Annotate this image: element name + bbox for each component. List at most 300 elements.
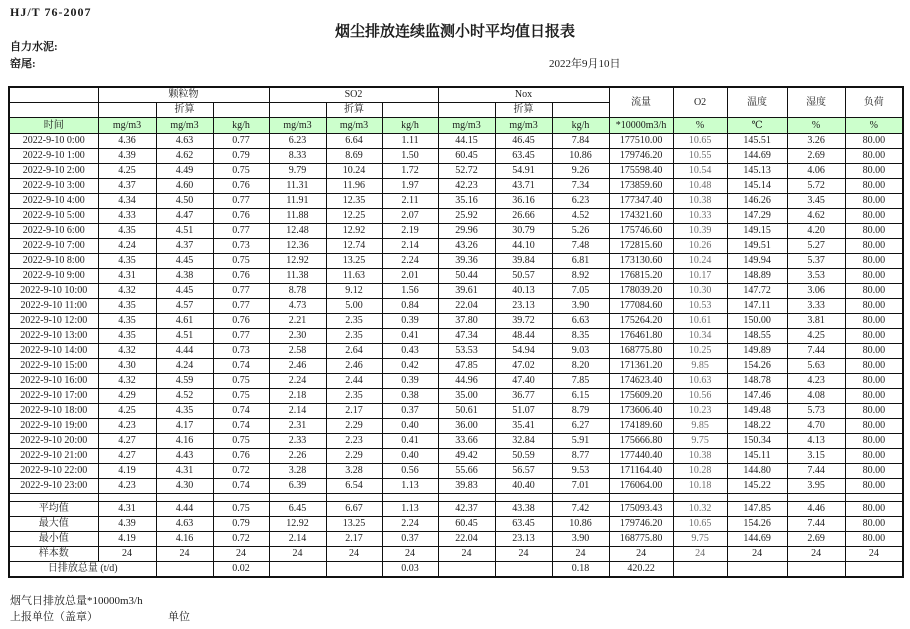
cell-value: 0.37	[382, 532, 438, 547]
cell-value: 145.22	[727, 479, 787, 494]
cell-value: 24	[438, 547, 495, 562]
summary-label: 平均值	[9, 502, 98, 517]
time-column-header: 时间	[9, 118, 98, 134]
cell-value: 146.26	[727, 194, 787, 209]
cell-value: 4.27	[98, 449, 156, 464]
cell-value: 6.45	[269, 502, 326, 517]
cell-value: 2.35	[326, 389, 382, 404]
unit-cell: mg/m3	[438, 118, 495, 134]
cell-value: 9.12	[326, 284, 382, 299]
cell-value: 4.08	[787, 389, 845, 404]
cell-value: 4.70	[787, 419, 845, 434]
cell-value: 5.72	[787, 179, 845, 194]
cell-value: 23.13	[495, 532, 552, 547]
blank-cell	[382, 494, 438, 502]
cell-time: 2022-9-10 15:00	[9, 359, 98, 374]
cell-value: 80.00	[845, 194, 903, 209]
cell-value: 2.14	[269, 404, 326, 419]
cell-value: 171164.40	[609, 464, 673, 479]
cell-value: 4.34	[98, 194, 156, 209]
cell-value: 5.91	[552, 434, 609, 449]
cell-value: 2.58	[269, 344, 326, 359]
cell-value: 4.37	[98, 179, 156, 194]
cell-value: 4.35	[98, 254, 156, 269]
cell-value: 80.00	[845, 464, 903, 479]
cell-value: 147.29	[727, 209, 787, 224]
cell-value: 0.42	[382, 359, 438, 374]
cell-value: 149.89	[727, 344, 787, 359]
cell-value: 4.50	[156, 194, 213, 209]
cell-value: 0.84	[382, 299, 438, 314]
cell-value: 0.75	[213, 164, 269, 179]
cell-value: 3.28	[326, 464, 382, 479]
table-row	[9, 389, 903, 404]
unit-cell: kg/h	[552, 118, 609, 134]
cell-value: 175598.40	[609, 164, 673, 179]
group-so2-label: SO2	[269, 87, 438, 103]
report-date: 2022年9月10日	[549, 58, 621, 70]
table-row	[9, 224, 903, 239]
cell-value: 4.37	[156, 239, 213, 254]
cell-value: 4.24	[98, 239, 156, 254]
cell-value: 7.05	[552, 284, 609, 299]
cell-value: 10.63	[673, 374, 727, 389]
cell-value: 24	[845, 547, 903, 562]
cell-value: 0.79	[213, 517, 269, 532]
cell-value: 4.47	[156, 209, 213, 224]
cell-value: 47.40	[495, 374, 552, 389]
cell-value: 10.23	[673, 404, 727, 419]
cell-value: 0.73	[213, 239, 269, 254]
cell-value: 6.23	[269, 134, 326, 149]
cell-time: 2022-9-10 0:00	[9, 134, 98, 149]
unit-cell: ℃	[727, 118, 787, 134]
cell-value: 0.74	[213, 359, 269, 374]
cell-time: 2022-9-10 11:00	[9, 299, 98, 314]
cell-value: 4.45	[156, 254, 213, 269]
cell-value: 63.45	[495, 149, 552, 164]
group-load-label: 负荷	[845, 87, 903, 118]
summary-row	[9, 532, 903, 547]
unit-cell: mg/m3	[326, 118, 382, 134]
cell-value: 174189.60	[609, 419, 673, 434]
cell-value: 177084.60	[609, 299, 673, 314]
cell-value: 2.17	[326, 404, 382, 419]
cell-value: 4.61	[156, 314, 213, 329]
summary-row	[9, 547, 903, 562]
cell-value: 10.55	[673, 149, 727, 164]
reporting-unit-label: 上报单位（盖章）	[10, 611, 98, 623]
cell-value: 175093.43	[609, 502, 673, 517]
cell-value: 36.77	[495, 389, 552, 404]
cell-value: 3.06	[787, 284, 845, 299]
cell-value: 6.64	[326, 134, 382, 149]
cell-value: 147.46	[727, 389, 787, 404]
cell-value: 36.00	[438, 419, 495, 434]
cell-value: 178039.20	[609, 284, 673, 299]
cell-value: 40.13	[495, 284, 552, 299]
cell-value: 177347.40	[609, 194, 673, 209]
cell-value: 42.37	[438, 502, 495, 517]
cell-value: 4.31	[156, 464, 213, 479]
cell-value: 80.00	[845, 164, 903, 179]
cell-value: 7.01	[552, 479, 609, 494]
summary-row	[9, 517, 903, 532]
cell-value: 145.13	[727, 164, 787, 179]
cell-value: 10.28	[673, 464, 727, 479]
cell-value: 4.32	[98, 344, 156, 359]
table-row	[9, 449, 903, 464]
blank-cell	[495, 494, 552, 502]
cell-value: 24	[552, 547, 609, 562]
cell-value: 9.03	[552, 344, 609, 359]
cell-value: 4.39	[98, 517, 156, 532]
table-row	[9, 419, 903, 434]
cell-value: 11.88	[269, 209, 326, 224]
cell-value: 80.00	[845, 404, 903, 419]
cell-value: 2.29	[326, 449, 382, 464]
cell-value: 149.15	[727, 224, 787, 239]
cell-value: 7.34	[552, 179, 609, 194]
cell-value: 4.38	[156, 269, 213, 284]
cell-value: 4.44	[156, 502, 213, 517]
cell-value: 150.00	[727, 314, 787, 329]
cell-value: 10.18	[673, 479, 727, 494]
pm-converted-label: 折算	[156, 103, 213, 118]
blank-cell	[9, 87, 98, 103]
cell-value: 80.00	[845, 517, 903, 532]
cell-value: 3.53	[787, 269, 845, 284]
cell-value: 50.59	[495, 449, 552, 464]
cell-value: 9.85	[673, 359, 727, 374]
cell-value: 80.00	[845, 254, 903, 269]
cell-value: 9.26	[552, 164, 609, 179]
cell-value: 0.76	[213, 179, 269, 194]
cell-value: 3.33	[787, 299, 845, 314]
cell-value: 4.73	[269, 299, 326, 314]
cell-value	[156, 562, 213, 578]
cell-value: 3.28	[269, 464, 326, 479]
cell-value: 4.16	[156, 532, 213, 547]
cell-time: 2022-9-10 5:00	[9, 209, 98, 224]
cell-value: 2.17	[326, 532, 382, 547]
cell-value: 0.75	[213, 254, 269, 269]
cell-value: 7.85	[552, 374, 609, 389]
cell-value: 25.92	[438, 209, 495, 224]
table-row	[9, 329, 903, 344]
blank-cell	[552, 103, 609, 118]
cell-value: 0.73	[213, 344, 269, 359]
blank-cell	[213, 103, 269, 118]
cell-value: 80.00	[845, 284, 903, 299]
cell-value: 144.69	[727, 532, 787, 547]
cell-value: 3.90	[552, 299, 609, 314]
cell-value: 9.75	[673, 434, 727, 449]
cell-value: 7.42	[552, 502, 609, 517]
cell-value: 172815.60	[609, 239, 673, 254]
summary-label: 最大值	[9, 517, 98, 532]
cell-value: 80.00	[845, 329, 903, 344]
cell-value: 80.00	[845, 419, 903, 434]
table-row	[9, 254, 903, 269]
cell-value: 6.67	[326, 502, 382, 517]
unit-cell: mg/m3	[98, 118, 156, 134]
cell-value: 8.33	[269, 149, 326, 164]
table-row	[9, 284, 903, 299]
cell-value: 4.24	[156, 359, 213, 374]
cell-value: 51.07	[495, 404, 552, 419]
cell-value: 145.51	[727, 134, 787, 149]
cell-value: 177510.00	[609, 134, 673, 149]
cell-value	[727, 562, 787, 578]
cell-value: 177440.40	[609, 449, 673, 464]
cell-time: 2022-9-10 3:00	[9, 179, 98, 194]
cell-value: 22.04	[438, 532, 495, 547]
cell-value: 148.78	[727, 374, 787, 389]
cell-value: 2.46	[326, 359, 382, 374]
cell-value: 80.00	[845, 532, 903, 547]
table-row	[9, 359, 903, 374]
table-row	[9, 479, 903, 494]
cell-value: 4.59	[156, 374, 213, 389]
cell-value: 0.72	[213, 464, 269, 479]
cell-value: 2.26	[269, 449, 326, 464]
cell-value: 10.17	[673, 269, 727, 284]
cell-value: 10.53	[673, 299, 727, 314]
cell-value: 12.74	[326, 239, 382, 254]
cell-value: 154.26	[727, 517, 787, 532]
cell-value: 10.65	[673, 517, 727, 532]
cell-time: 2022-9-10 9:00	[9, 269, 98, 284]
cell-value: 145.11	[727, 449, 787, 464]
cell-value: 80.00	[845, 434, 903, 449]
cell-value: 2.64	[326, 344, 382, 359]
cell-value: 24	[269, 547, 326, 562]
cell-value: 23.13	[495, 299, 552, 314]
cell-value: 4.49	[156, 164, 213, 179]
cell-time: 2022-9-10 18:00	[9, 404, 98, 419]
cell-time: 2022-9-10 6:00	[9, 224, 98, 239]
unit-cell: *10000m3/h	[609, 118, 673, 134]
cell-value: 0.37	[382, 404, 438, 419]
group-pm-label: 颗粒物	[98, 87, 269, 103]
cell-value: 54.91	[495, 164, 552, 179]
cell-value: 43.38	[495, 502, 552, 517]
cell-value: 42.23	[438, 179, 495, 194]
cell-value: 80.00	[845, 299, 903, 314]
cell-value: 24	[213, 547, 269, 562]
unit-cell: %	[787, 118, 845, 134]
cell-value: 150.34	[727, 434, 787, 449]
cell-value: 36.16	[495, 194, 552, 209]
cell-value: 4.29	[98, 389, 156, 404]
cell-value: 0.74	[213, 419, 269, 434]
cell-value: 35.41	[495, 419, 552, 434]
cell-value: 55.66	[438, 464, 495, 479]
cell-value: 4.35	[156, 404, 213, 419]
cell-value: 4.52	[156, 389, 213, 404]
cell-value: 4.23	[98, 479, 156, 494]
cell-value: 43.26	[438, 239, 495, 254]
cell-value: 176815.20	[609, 269, 673, 284]
cell-value: 6.63	[552, 314, 609, 329]
cell-value: 420.22	[609, 562, 673, 578]
cell-value: 10.61	[673, 314, 727, 329]
table-row	[9, 239, 903, 254]
cell-value: 8.92	[552, 269, 609, 284]
cell-value: 4.27	[98, 434, 156, 449]
cell-value: 10.86	[552, 149, 609, 164]
cell-value: 4.33	[98, 209, 156, 224]
cell-value: 30.79	[495, 224, 552, 239]
daily-total-row	[9, 562, 903, 578]
cell-value: 80.00	[845, 344, 903, 359]
cell-value: 80.00	[845, 224, 903, 239]
table-row	[9, 374, 903, 389]
cell-value: 4.44	[156, 344, 213, 359]
cell-value: 7.84	[552, 134, 609, 149]
cell-value: 24	[326, 547, 382, 562]
group-humidity-label: 湿度	[787, 87, 845, 118]
cell-value: 0.77	[213, 284, 269, 299]
unit-label: 单位	[168, 611, 190, 623]
cell-value: 80.00	[845, 209, 903, 224]
cell-value: 4.36	[98, 134, 156, 149]
cell-value: 10.24	[673, 254, 727, 269]
cell-value: 173859.60	[609, 179, 673, 194]
cell-value: 148.22	[727, 419, 787, 434]
unit-cell: kg/h	[382, 118, 438, 134]
cell-value: 4.30	[98, 359, 156, 374]
table-row	[9, 434, 903, 449]
cell-value	[495, 562, 552, 578]
cell-value: 10.38	[673, 194, 727, 209]
cell-value: 4.51	[156, 224, 213, 239]
cell-value: 10.25	[673, 344, 727, 359]
page-title: 烟尘排放连续监测小时平均值日报表	[334, 24, 575, 40]
cell-value: 4.31	[98, 502, 156, 517]
cell-value: 175666.80	[609, 434, 673, 449]
cell-value: 50.44	[438, 269, 495, 284]
cell-value: 144.69	[727, 149, 787, 164]
blank-cell	[98, 103, 156, 118]
table-row	[9, 194, 903, 209]
unit-cell: %	[845, 118, 903, 134]
flue-gas-total-note: 烟气日排放总量*10000m3/h	[10, 595, 143, 607]
cell-value: 5.27	[787, 239, 845, 254]
cell-value: 80.00	[845, 389, 903, 404]
cell-value: 173606.40	[609, 404, 673, 419]
cell-value: 5.37	[787, 254, 845, 269]
cell-value: 52.72	[438, 164, 495, 179]
cell-value: 2.19	[382, 224, 438, 239]
nox-converted-label: 折算	[495, 103, 552, 118]
cell-value: 4.17	[156, 419, 213, 434]
cell-value: 24	[495, 547, 552, 562]
cell-value: 0.18	[552, 562, 609, 578]
blank-cell	[156, 494, 213, 502]
cell-value: 0.75	[213, 502, 269, 517]
blank-cell	[609, 494, 673, 502]
cell-value: 2.11	[382, 194, 438, 209]
cell-value: 168775.80	[609, 344, 673, 359]
cell-value: 35.00	[438, 389, 495, 404]
cell-value: 24	[673, 547, 727, 562]
cell-value: 0.76	[213, 314, 269, 329]
cell-value: 56.57	[495, 464, 552, 479]
cell-value: 24	[609, 547, 673, 562]
cell-value: 10.48	[673, 179, 727, 194]
cell-value: 2.35	[326, 329, 382, 344]
cell-value: 2.07	[382, 209, 438, 224]
cell-value: 0.39	[382, 314, 438, 329]
cell-time: 2022-9-10 16:00	[9, 374, 98, 389]
cell-value: 44.15	[438, 134, 495, 149]
cell-value: 4.51	[156, 329, 213, 344]
cell-time: 2022-9-10 20:00	[9, 434, 98, 449]
cell-value: 24	[727, 547, 787, 562]
cell-value: 4.16	[156, 434, 213, 449]
cell-time: 2022-9-10 12:00	[9, 314, 98, 329]
cell-value: 0.76	[213, 269, 269, 284]
cell-value: 176461.80	[609, 329, 673, 344]
unit-cell: mg/m3	[269, 118, 326, 134]
cell-value: 0.76	[213, 449, 269, 464]
blank-cell	[326, 494, 382, 502]
doc-code: HJ/T 76-2007	[10, 5, 92, 19]
table-row	[9, 149, 903, 164]
cell-value: 148.55	[727, 329, 787, 344]
cell-value: 7.48	[552, 239, 609, 254]
cell-value: 12.92	[269, 517, 326, 532]
cell-value: 60.45	[438, 517, 495, 532]
blank-cell	[9, 103, 98, 118]
cell-value: 1.13	[382, 502, 438, 517]
cell-value: 0.74	[213, 404, 269, 419]
table-row	[9, 209, 903, 224]
cell-value: 10.65	[673, 134, 727, 149]
cell-time: 2022-9-10 4:00	[9, 194, 98, 209]
cell-time: 2022-9-10 2:00	[9, 164, 98, 179]
cell-value: 2.44	[326, 374, 382, 389]
cell-value: 9.79	[269, 164, 326, 179]
cell-value: 2.24	[382, 517, 438, 532]
blank-cell	[673, 494, 727, 502]
cell-value: 80.00	[845, 502, 903, 517]
blank-cell	[382, 103, 438, 118]
cell-time: 2022-9-10 17:00	[9, 389, 98, 404]
cell-value: 0.75	[213, 389, 269, 404]
cell-value: 0.79	[213, 149, 269, 164]
cell-value: 10.24	[326, 164, 382, 179]
cell-value: 8.79	[552, 404, 609, 419]
group-flow-label: 流量	[609, 87, 673, 118]
cell-value: 8.77	[552, 449, 609, 464]
cell-value: 4.35	[98, 224, 156, 239]
cell-value: 11.96	[326, 179, 382, 194]
cell-value: 39.84	[495, 254, 552, 269]
cell-value: 4.35	[98, 329, 156, 344]
cell-value: 0.72	[213, 532, 269, 547]
summary-row	[9, 502, 903, 517]
location-label: 窑尾:	[10, 58, 36, 70]
table-row	[9, 464, 903, 479]
cell-value: 2.33	[269, 434, 326, 449]
cell-value: 148.89	[727, 269, 787, 284]
cell-value: 1.56	[382, 284, 438, 299]
cell-value: 2.24	[269, 374, 326, 389]
blank-cell	[438, 494, 495, 502]
